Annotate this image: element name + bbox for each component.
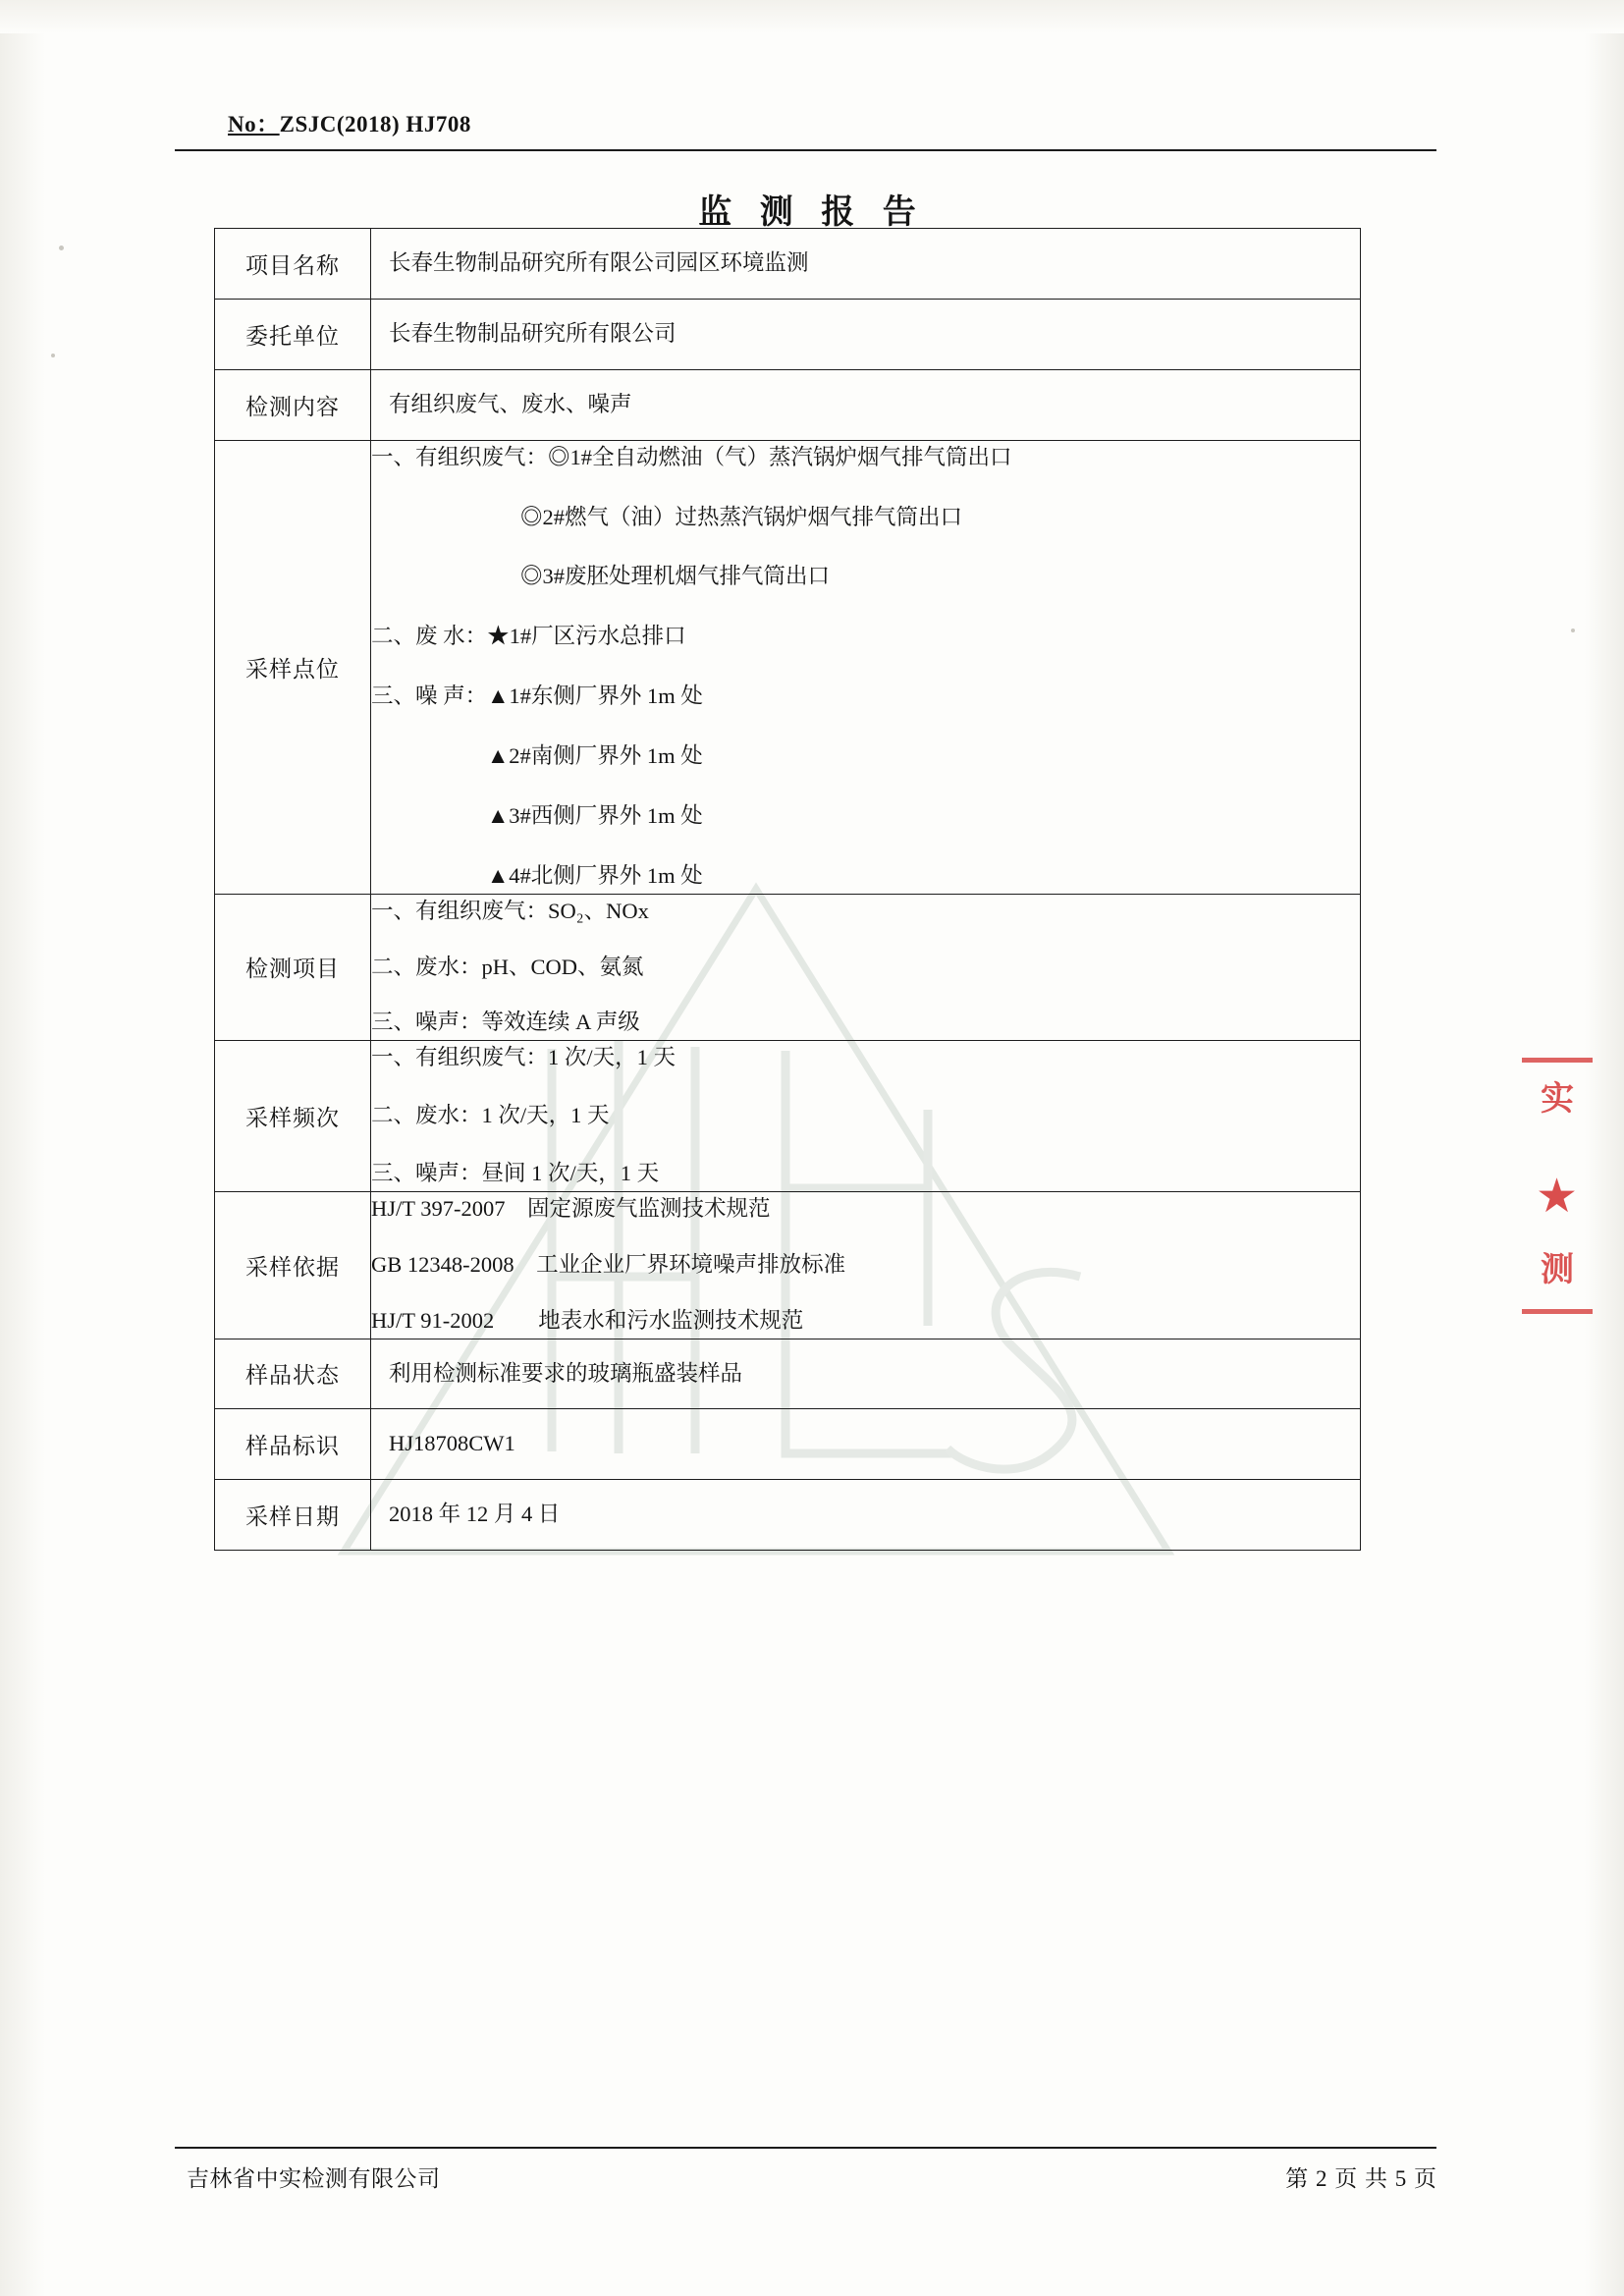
table-row — [215, 894, 1361, 1041]
sampling-frequency-line: 二、废水：1 次/天，1 天 — [371, 1103, 610, 1128]
row-value-sampling-basis — [371, 1191, 1361, 1339]
row-label-test-content: 检测内容 — [215, 369, 371, 440]
document-number-label: No： — [228, 112, 280, 137]
sampling-point-line: 一、有组织废气：◎1#全自动燃油（气）蒸汽锅炉烟气排气筒出口 — [371, 444, 1012, 469]
row-value-client: 长春生物制品研究所有限公司 — [371, 299, 1361, 369]
sampling-point-line: ▲4#北侧厂界外 1m 处 — [487, 862, 703, 888]
page-title: 监 测 报 告 — [698, 194, 926, 231]
report-table — [214, 228, 1361, 1551]
row-label-sampling-basis: 采样依据 — [215, 1191, 371, 1339]
row-value-project-name: 长春生物制品研究所有限公司园区环境监测 — [371, 229, 1361, 300]
footer-divider — [175, 2147, 1436, 2149]
footer-company: 吉林省中实检测有限公司 — [187, 2166, 441, 2191]
sampling-point-line: ◎2#燃气（油）过热蒸汽锅炉烟气排气筒出口 — [520, 504, 963, 529]
sampling-basis-line: HJ/T 91-2002 地表水和污水监测技术规范 — [371, 1307, 804, 1333]
sampling-basis-line: HJ/T 397-2007 固定源废气监测技术规范 — [371, 1195, 771, 1221]
scan-edge-right — [1585, 0, 1624, 2296]
table-row — [215, 229, 1361, 300]
scan-speck — [59, 246, 64, 250]
row-value-sampling-frequency — [371, 1041, 1361, 1192]
sampling-basis-line: GB 12348-2008 工业企业厂界环境噪声排放标准 — [371, 1251, 846, 1277]
row-value-sample-state: 利用检测标准要求的玻璃瓶盛装样品 — [371, 1339, 1361, 1409]
test-item-line: 一、有组织废气：SO₂、NOx — [371, 898, 649, 923]
footer-pagination: 第 2 页 共 5 页 — [1285, 2166, 1437, 2191]
document-number-value: ZSJC(2018) HJ708 — [279, 112, 471, 137]
row-label-sampling-date: 采样日期 — [215, 1480, 371, 1551]
scan-edge-top — [0, 0, 1624, 33]
row-label-sample-id: 样品标识 — [215, 1409, 371, 1480]
test-item-line: 三、噪声：等效连续 A 声级 — [371, 1010, 640, 1035]
row-label-sampling-frequency: 采样频次 — [215, 1041, 371, 1192]
row-label-test-items: 检测项目 — [215, 894, 371, 1041]
row-label-sampling-points: 采样点位 — [215, 440, 371, 894]
table-row — [215, 369, 1361, 440]
row-label-project-name: 项目名称 — [215, 229, 371, 300]
stamp-char-top: 实 — [1541, 1081, 1574, 1118]
row-value-test-items — [371, 894, 1361, 1041]
row-label-client: 委托单位 — [215, 299, 371, 369]
scan-speck — [51, 354, 55, 357]
scan-edge-left — [0, 0, 45, 2296]
table-row — [215, 1409, 1361, 1480]
stamp-char-bottom: 测 — [1541, 1252, 1574, 1288]
table-row — [215, 1480, 1361, 1551]
scan-speck — [1571, 629, 1575, 632]
table-row — [215, 1041, 1361, 1192]
header-divider — [175, 149, 1436, 151]
sampling-point-line: 二、废 水：★1#厂区污水总排口 — [371, 624, 686, 649]
test-item-line: 二、废水：pH、COD、氨氮 — [371, 954, 644, 979]
table-row — [215, 299, 1361, 369]
row-value-sample-id: HJ18708CW1 — [371, 1409, 1361, 1480]
table-row — [215, 1191, 1361, 1339]
sampling-point-line: 三、噪 声：▲1#东侧厂界外 1m 处 — [371, 683, 703, 709]
sampling-point-line: ▲2#南侧厂界外 1m 处 — [487, 743, 703, 768]
row-value-sampling-points — [371, 440, 1361, 894]
row-value-sampling-date: 2018 年 12 月 4 日 — [371, 1480, 1361, 1551]
sampling-point-line: ◎3#废胚处理机烟气排气筒出口 — [520, 564, 831, 589]
sampling-point-line: ▲3#西侧厂界外 1m 处 — [487, 802, 703, 828]
row-label-sample-state: 样品状态 — [215, 1339, 371, 1409]
table-row — [215, 440, 1361, 894]
table-row — [215, 1339, 1361, 1409]
sampling-frequency-line: 三、噪声：昼间 1 次/天，1 天 — [371, 1161, 660, 1185]
document-number — [228, 106, 471, 138]
sampling-frequency-line: 一、有组织废气：1 次/天，1 天 — [371, 1045, 677, 1070]
stamp-star-icon: ★ — [1536, 1171, 1579, 1223]
row-value-test-content: 有组织废气、废水、噪声 — [371, 369, 1361, 440]
